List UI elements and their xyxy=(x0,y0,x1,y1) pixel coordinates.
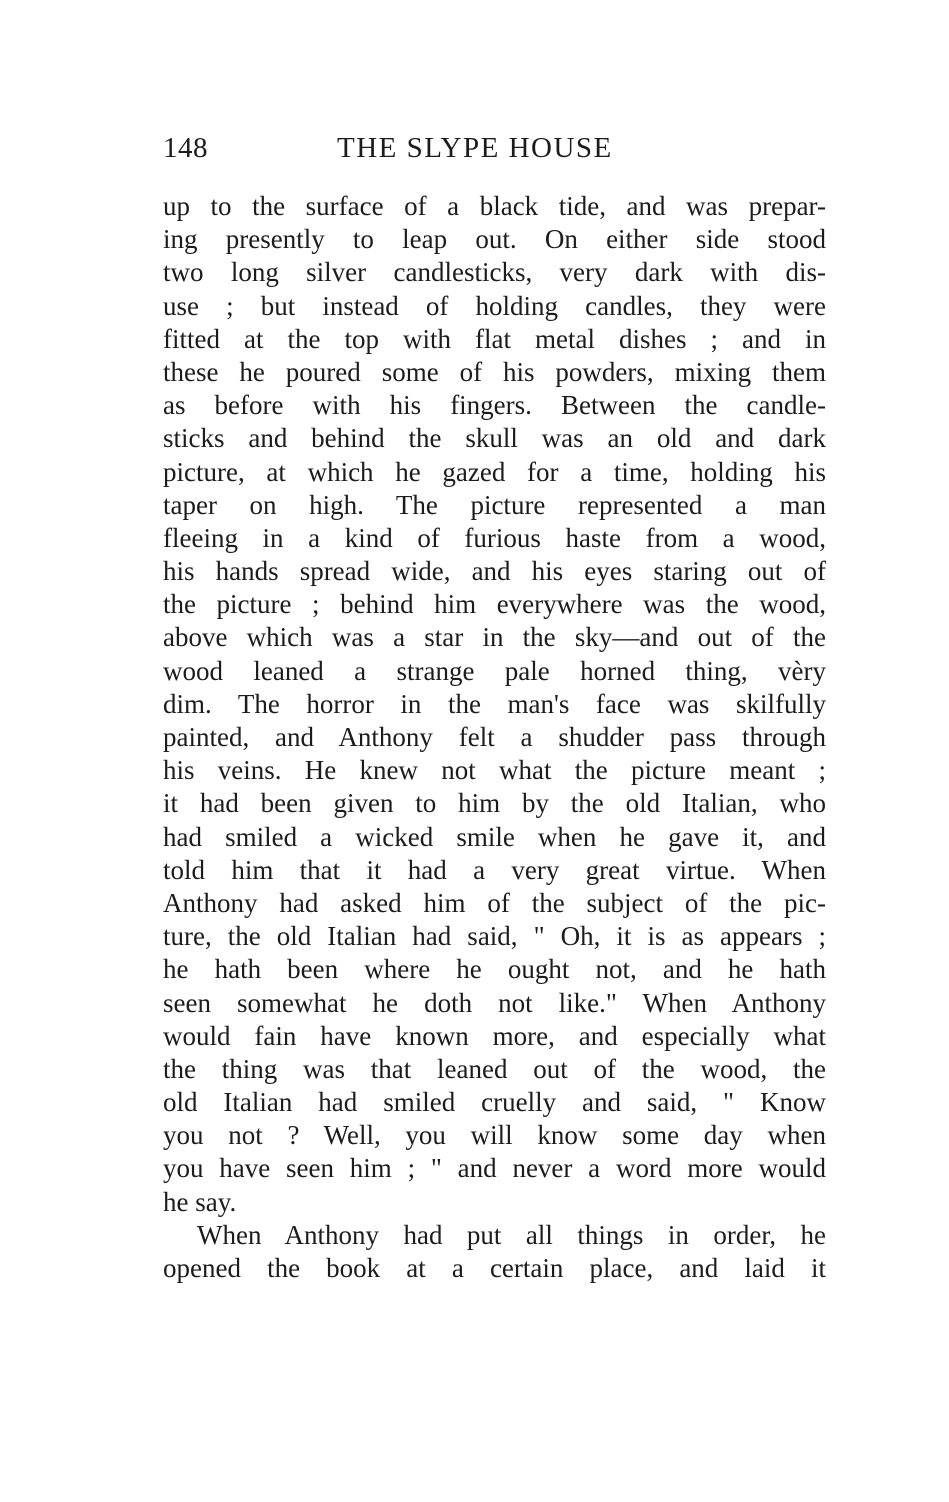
text-line: sticks and behind the skull was an old and dark xyxy=(163,423,826,454)
text-line: painted, and Anthony felt a shudder pass through xyxy=(163,722,826,752)
text-line: Anthony had asked him of the subject of the pic- xyxy=(163,887,826,918)
text-line: the picture ; behind him everywhere was the wood, xyxy=(163,589,826,620)
text-line: old Italian had smiled cruelly and said, " Know xyxy=(163,1087,826,1118)
text-line: fitted at the top with flat metal dishes ; and in xyxy=(163,323,826,354)
paragraph-start-line: When Anthony had put all things in order, he xyxy=(197,1219,826,1250)
text-line: the thing was that leaned out of the wood, the xyxy=(163,1053,826,1084)
body-text xyxy=(163,190,826,1285)
text-line: you not ? Well, you will know some day when xyxy=(163,1120,826,1151)
text-line: ture, the old Italian had said, " Oh, it is as appears ; xyxy=(163,921,826,952)
text-line: his hands spread wide, and his eyes staring out of xyxy=(163,556,826,587)
text-line: two long silver candlesticks, very dark with dis- xyxy=(163,257,826,288)
text-line: up to the surface of a black tide, and was prepar- xyxy=(163,191,826,221)
text-line: wood leaned a strange pale horned thing, vèry xyxy=(163,655,826,686)
text-line: as before with his fingers. Between the candle- xyxy=(163,390,826,421)
text-line: taper on high. The picture represented a man xyxy=(163,489,826,520)
text-line: above which was a star in the sky—and out of the xyxy=(163,622,826,653)
text-line: told him that it had a very great virtue. When xyxy=(163,854,826,885)
text-line: his veins. He knew not what the picture meant ; xyxy=(163,755,826,786)
text-line: ing presently to leap out. On either side stood xyxy=(163,224,826,255)
text-line: seen somewhat he doth not like." When Anthony xyxy=(163,987,826,1018)
text-line: picture, at which he gazed for a time, holding his xyxy=(163,456,826,487)
page-number: 148 xyxy=(163,132,208,164)
text-line: you have seen him ; " and never a word more would xyxy=(163,1153,826,1184)
text-line: fleeing in a kind of furious haste from a wood, xyxy=(163,522,826,553)
text-line: dim. The horror in the man's face was skilfully xyxy=(163,688,826,719)
running-title: THE SLYPE HOUSE xyxy=(337,132,613,164)
text-line: he hath been where he ought not, and he hath xyxy=(163,954,826,985)
paragraph-end-line: he say. xyxy=(163,1186,237,1217)
text-line: use ; but instead of holding candles, they were xyxy=(163,290,826,321)
text-line: these he poured some of his powders, mixing them xyxy=(163,356,826,387)
text-line: had smiled a wicked smile when he gave it, and xyxy=(163,821,826,852)
text-line: it had been given to him by the old Italian, who xyxy=(163,788,826,819)
running-head xyxy=(163,128,826,168)
text-line: opened the book at a certain place, and laid it xyxy=(163,1253,826,1283)
text-line: would fain have known more, and especially what xyxy=(163,1020,826,1051)
